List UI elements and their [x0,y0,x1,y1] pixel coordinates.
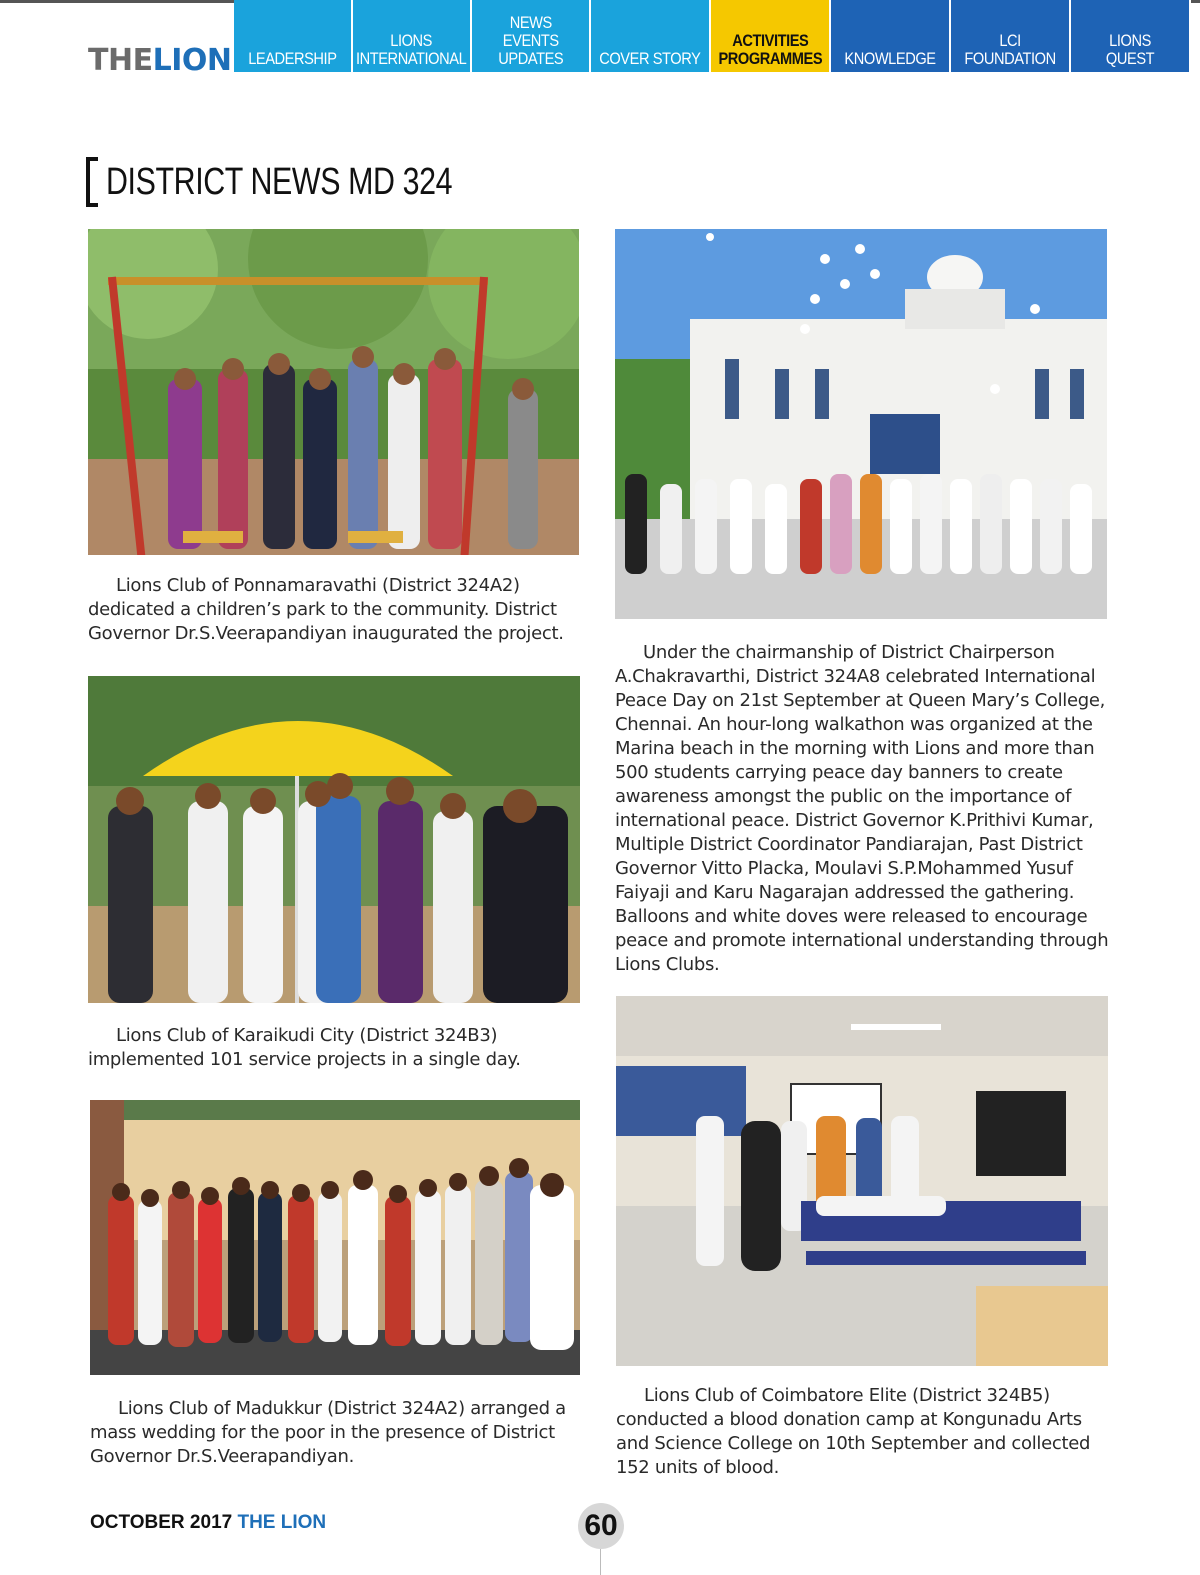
caption-blood-donation: Lions Club of Coimbatore Elite (District 324B5) conducted a blood donation camp at Kongunadu Arts and Science College on 10th September and collected 152 units of blood. [616,1385,1091,1478]
photo-mass-wedding [90,1100,580,1375]
footer-issue [90,1512,326,1534]
tab-label: ACTIVITIES PROGRAMMES [718,31,822,68]
tab-label: KNOWLEDGE [844,49,936,68]
tab-activities-programmes[interactable] [711,0,831,72]
logo-the: THE [88,43,153,78]
photo-karaikudi-city [88,676,580,1003]
logo-lion: LION [152,43,232,78]
footer-date: OCTOBER 2017 [90,1512,233,1533]
photo-peace-day [615,229,1107,619]
tab-leadership[interactable] [234,0,353,72]
tab-news-events-updates[interactable] [472,0,591,72]
caption-mass-wedding: Lions Club of Madukkur (District 324A2) arranged a mass wedding for the poor in the presence of District Governor Dr.S.Veerapandiyan. [90,1398,566,1467]
section-nav-tabs [234,0,1200,72]
tab-cover-story[interactable] [591,0,711,72]
tab-label: NEWS EVENTS UPDATES [498,13,563,68]
page-number: 60 [578,1503,624,1549]
photo-blood-donation [616,996,1108,1366]
tab-label: COVER STORY [599,49,701,68]
tab-label: LEADERSHIP [248,49,337,68]
heading-bracket [86,157,98,207]
caption-childrens-park: Lions Club of Ponnamaravathi (District 324A2) dedicated a children’s park to the community. District Governor Dr.S.Veerapandiyan inaugurated the project. [88,575,564,644]
section-title: DISTRICT NEWS MD 324 [106,161,453,203]
footer-brand: THE LION [237,1512,327,1533]
caption-karaikudi-city: Lions Club of Karaikudi City (District 324B3) implemented 101 service projects in a single day. [88,1025,521,1070]
tab-knowledge[interactable] [831,0,951,72]
tab-label: LIONS INTERNATIONAL [356,31,467,68]
tab-lions-international[interactable] [353,0,472,72]
caption-peace-day: Under the chairmanship of District Chairperson A.Chakravarthi, District 324A8 celebrated International Peace Day on 21st September at Queen Mary’s College, Chennai. An hour-long walkathon was organized at the Marina beach in the morning with Lions and more than 500 students carrying peace day banners to create awareness amongst the public on the importance of international peace. District Governor K.Prithivi Kumar, Multiple District Coordinator Pandiarajan, Past District Governor Vitto Placka, Moulavi S.P.Mohammed Yusuf Faiyaji and Karu Nagarajan addressed the gathering. Balloons and white doves were released to encourage peace and promote international understanding through Lions Clubs. [615,642,1109,975]
page-number-rule [600,1549,601,1575]
photo-childrens-park [88,229,579,555]
tab-lions-quest[interactable] [1071,0,1191,72]
tab-label: LCI FOUNDATION [964,31,1056,68]
tab-label: LIONS QUEST [1105,31,1155,68]
magazine-logo [88,44,231,78]
tab-lci-foundation[interactable] [951,0,1071,72]
